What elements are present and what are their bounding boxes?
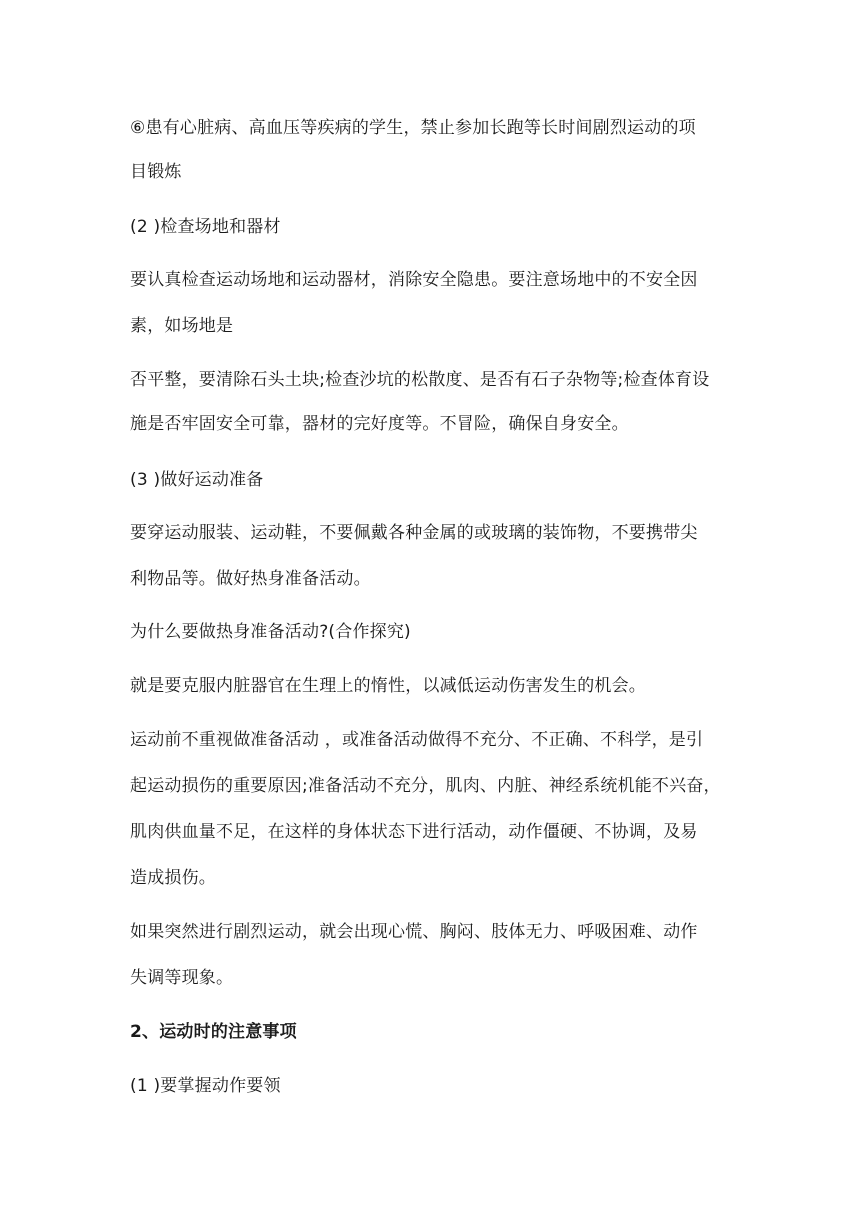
section-heading: (2 )检查场地和器材 (130, 217, 281, 237)
text-line: 失调等现象。 (130, 968, 234, 988)
text-line: 起运动损伤的重要原因;准备活动不充分，肌肉、内脏、神经系统机能不兴奋， (130, 776, 721, 796)
text-line: ⑥患有心脏病、高血压等疾病的学生，禁止参加长跑等长时间剧烈运动的项 (130, 118, 696, 138)
text-line: 造成损伤。 (130, 868, 216, 888)
text-line: 运动前不重视做准备活动 ，或准备活动做得不充分、不正确、不科学，是引 (130, 730, 704, 750)
text-line: 肌肉供血量不足，在这样的身体状态下进行活动，动作僵硬、不协调，及易 (130, 822, 698, 842)
text-line: 就是要克服内脏器官在生理上的惰性，以减低运动伤害发生的机会。 (130, 676, 646, 696)
text-line: 素，如场地是 (130, 316, 234, 336)
text-line: 要穿运动服装、运动鞋，不要佩戴各种金属的或玻璃的装饰物，不要携带尖 (130, 523, 698, 543)
text-line: 目锻炼 (130, 162, 182, 182)
text-line: 施是否牢固安全可靠，器材的完好度等。不冒险，确保自身安全。 (130, 414, 629, 434)
text-line: 否平整，要清除石头土块;检查沙坑的松散度、是否有石子杂物等;检查体育设 (130, 370, 710, 390)
section-heading: (3 )做好运动准备 (130, 470, 264, 490)
question-line: 为什么要做热身准备活动?(合作探究) (130, 622, 411, 642)
text-line: 如果突然进行剧烈运动，就会出现心慌、胸闷、肢体无力、呼吸困难、动作 (130, 922, 698, 942)
text-line: 要认真检查运动场地和运动器材，消除安全隐患。要注意场地中的不安全因 (130, 270, 698, 290)
section-heading-bold: 2、运动时的注意事项 (130, 1022, 297, 1042)
section-heading: (1 )要掌握动作要领 (130, 1076, 281, 1096)
text-line: 利物品等。做好热身准备活动。 (130, 569, 371, 589)
